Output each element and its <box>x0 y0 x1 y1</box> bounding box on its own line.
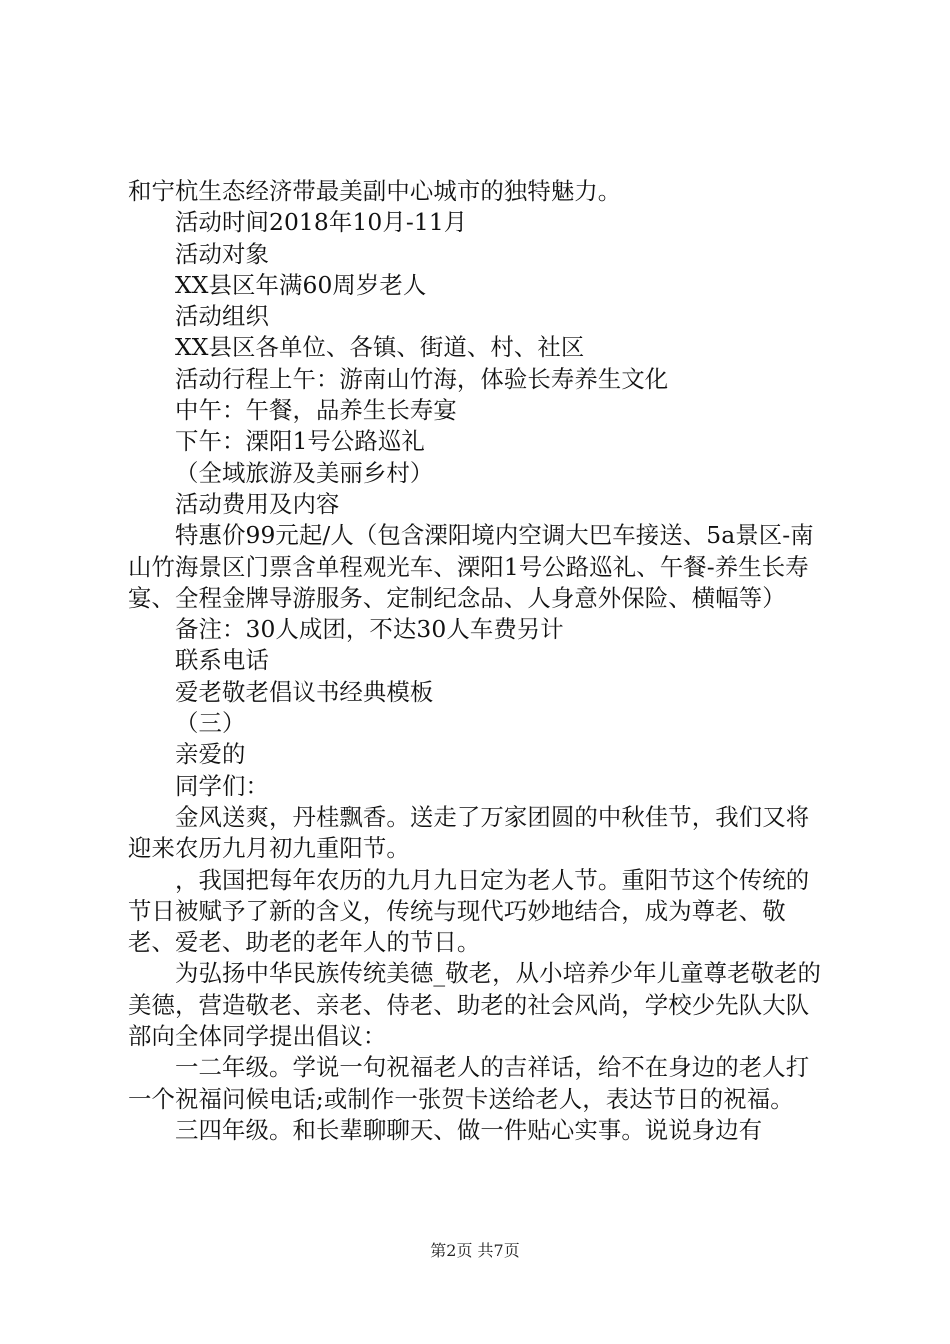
paragraph: 和宁杭生态经济带最美副中心城市的独特魅力。 <box>128 177 622 205</box>
paragraph: 活动行程上午：游南山竹海，体验长寿养生文化 <box>175 364 669 393</box>
paragraph: XX县区各单位、各镇、街道、村、社区 <box>175 333 585 362</box>
paragraph: 活动组织 <box>175 302 269 331</box>
paragraph: 活动时间2018年10月-11月 <box>175 208 468 237</box>
paragraph: XX县区年满60周岁老人 <box>175 270 427 299</box>
paragraph: ，我国把每年农历的九月九日定为老人节。重阳节这个传统的节日被赋予了新的含义，传统与现代巧妙地结合，成为尊老、敬老、爱老、助老的老年人的节日。 <box>128 865 810 957</box>
document-body <box>128 176 832 1146</box>
paragraph: 为弘扬中华民族传统美德_敬老，从小培养少年儿童尊老敬老的美德，营造敬老、亲老、侍老、助老的社会风尚，学校少先队大队部向全体同学提出倡议： <box>128 959 822 1051</box>
paragraph: （全域旅游及美丽乡村） <box>175 458 434 487</box>
paragraph: （三） <box>175 709 246 738</box>
paragraph: 三四年级。和长辈聊聊天、做一件贴心实事。说说身边有 <box>175 1115 763 1144</box>
paragraph: 特惠价99元起/人（包含溧阳境内空调大巴车接送、5a景区-南山竹海景区门票含单程观光车、溧阳1号公路巡礼、午餐-养生长寿宴、全程金牌导游服务、定制纪念品、人身意外保险、横幅等） <box>128 521 814 612</box>
paragraph: 下午：溧阳1号公路巡礼 <box>175 427 425 456</box>
paragraph: 联系电话 <box>175 646 269 675</box>
paragraph: 活动对象 <box>175 239 269 268</box>
paragraph: 金风送爽，丹桂飘香。送走了万家团圆的中秋佳节，我们又将迎来农历九月初九重阳节。 <box>128 802 810 863</box>
paragraph: 备注：30人成团，不达30人车费另计 <box>175 615 564 644</box>
paragraph: 爱老敬老倡议书经典模板 <box>175 677 434 706</box>
paragraph: 中午：午餐，品养生长寿宴 <box>175 396 457 425</box>
page-number-footer: 第2页 共7页 <box>430 1241 520 1260</box>
paragraph: 同学们： <box>175 771 269 800</box>
paragraph: 活动费用及内容 <box>175 489 340 518</box>
paragraph: 亲爱的 <box>175 740 246 769</box>
paragraph: 一二年级。学说一句祝福老人的吉祥话，给不在身边的老人打一个祝福问候电话;或制作一张贺卡送给老人，表达节日的祝福。 <box>128 1053 810 1113</box>
